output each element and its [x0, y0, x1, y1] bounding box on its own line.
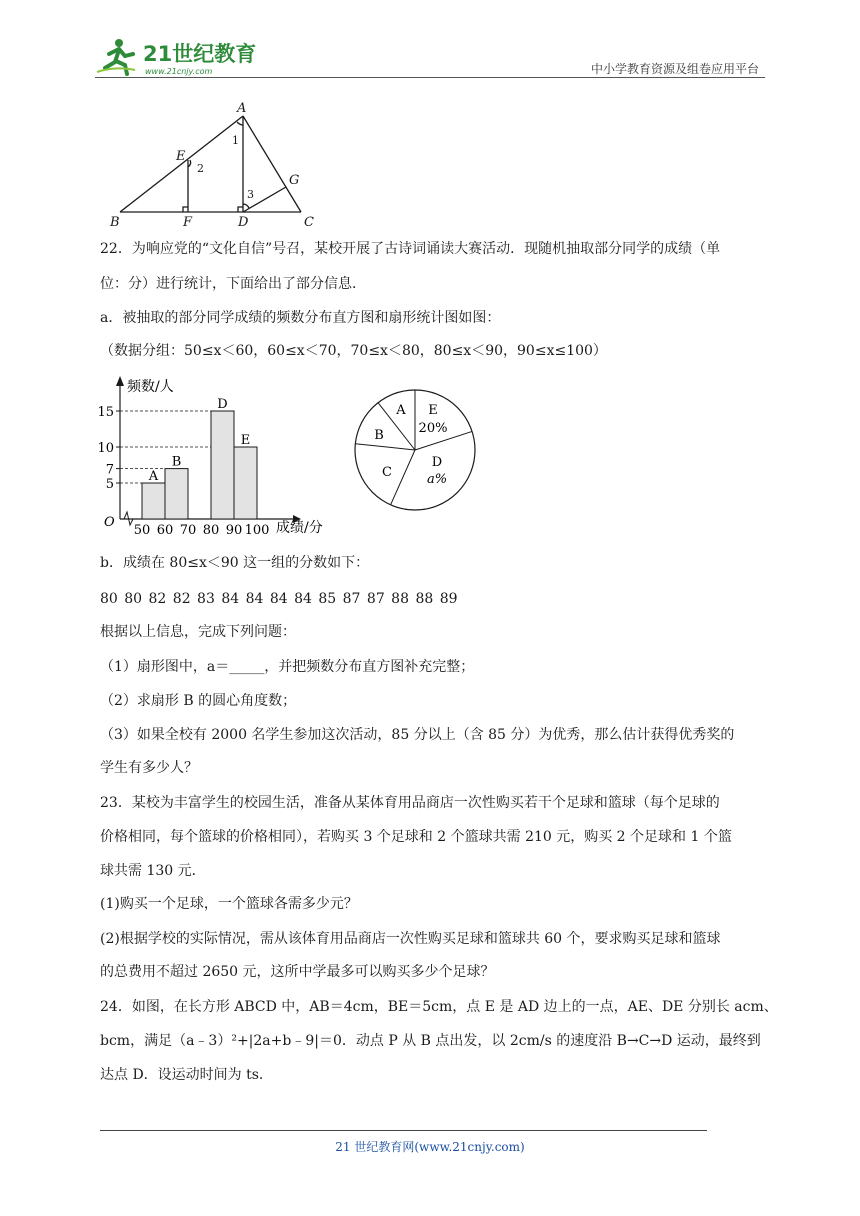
bar-b [165, 469, 188, 519]
bar-a [142, 483, 165, 519]
slice-label-b: B [374, 428, 384, 443]
q22-sub3-line2: 学生有多少人？ [100, 760, 198, 776]
q22-sub3-line1: （3）如果全校有 2000 名学生参加这次活动，85 分以上（含 85 分）为优秀，那么估计获得优秀奖的 [100, 727, 735, 743]
label-c: C [304, 215, 314, 230]
y-tick-label: 7 [105, 462, 114, 478]
logo-text: 21世纪教育 [143, 42, 257, 66]
footer-divider [100, 1130, 707, 1131]
q23-sub1: (1)购买一个足球，一个篮球各需多少元？ [100, 896, 358, 912]
x-tick-label: 70 [179, 523, 197, 537]
q24-line3: 达点 D．设运动时间为 ts． [100, 1067, 273, 1083]
origin-label: O [104, 515, 115, 530]
y-tick-label: 15 [97, 405, 114, 420]
triangle-figure [100, 98, 330, 230]
bar-d [211, 411, 234, 519]
q22-groups: （数据分组：50≤x＜60，60≤x＜70，70≤x＜80，80≤x＜90，90≤x≤100） [100, 343, 607, 359]
x-axis-label: 成绩/分 [276, 520, 323, 536]
y-axis-label: 频数/人 [127, 379, 174, 395]
angle-1-arc [237, 122, 243, 125]
label-e: E [176, 149, 186, 164]
logo [95, 34, 265, 78]
y-axis-arrow [116, 376, 124, 386]
x-tick-label: 80 [202, 523, 220, 537]
q22-line-a: a．被抽取的部分同学成绩的频数分布直方图和扇形统计图如图： [100, 310, 501, 326]
footer-text: 21 世纪教育网(www.21cnjy.com) [335, 1140, 525, 1154]
label-b: B [110, 215, 120, 230]
x-tick-label: 90 [225, 523, 243, 537]
label-angle-3: 3 [247, 188, 254, 201]
x-tick-label: 50 [133, 523, 151, 537]
runner-icon [97, 39, 135, 74]
q22-line1: 22．为响应党的“文化自信”号召，某校开展了古诗词诵读大赛活动．现随机抽取部分同学的成绩（单 [100, 241, 721, 257]
q22-sub1: （1）扇形图中，a＝_____，并把频数分布直方图补充完整； [100, 659, 475, 675]
q24-line1: 24．如图，在长方形 ABCD 中，AB＝4cm，BE＝5cm，点 E 是 AD 边上的一点，AE、DE 分别长 acm、 [100, 999, 778, 1015]
label-d: D [238, 215, 249, 230]
slice-label-e: E [428, 403, 438, 418]
q23-sub2-line1: (2)根据学校的实际情况，需从该体育用品商店一次性购买足球和篮球共 60 个，要求购买足球和篮球 [100, 931, 721, 947]
logo-url: www.21cnjy.com [145, 67, 213, 76]
slice-value-d: a% [426, 472, 448, 487]
right-angle-f [183, 207, 188, 212]
bar-label-b: B [171, 454, 182, 470]
label-f: F [183, 215, 193, 230]
header-divider [95, 77, 765, 78]
label-a: A [237, 101, 247, 116]
slice-label-a: A [396, 403, 406, 418]
pie-chart [345, 380, 485, 520]
frequency-histogram [95, 372, 345, 537]
y-tick-label: 10 [97, 441, 114, 456]
page-header [95, 30, 765, 80]
angle-3-arc [243, 204, 249, 208]
right-angle-d [238, 207, 243, 212]
q23-line3: 球共需 130 元． [100, 863, 206, 879]
q23-line1: 23．某校为丰富学生的校园生活，准备从某体育用品商店一次性购买若干个足球和篮球（每个足球的 [100, 795, 720, 811]
bar-label-e: E [240, 433, 251, 448]
x-tick-label: 60 [156, 523, 174, 537]
label-angle-2: 2 [197, 162, 204, 175]
bar-label-d: D [217, 397, 228, 412]
platform-name: 中小学教育资源及组卷应用平台 [590, 62, 759, 76]
bar-label-a: A [148, 469, 159, 484]
q22-line-b: b．成绩在 80≤x＜90 这一组的分数如下： [100, 555, 370, 571]
label-angle-1: 1 [232, 134, 239, 147]
slice-label-d: D [431, 455, 443, 470]
q22-line2: 位：分）进行统计，下面给出了部分信息． [100, 276, 366, 292]
slice-value-e: 20% [418, 421, 448, 436]
label-g: G [289, 173, 300, 188]
q23-line2: 价格相同，每个篮球的价格相同），若购买 3 个足球和 2 个篮球共需 210 元，购买 2 个足球和 1 个篮 [100, 829, 732, 845]
q24-line2: bcm，满足（a﹣3）²+|2a+b﹣9|＝0．动点 P 从 B 点出发，以 2cm/s 的速度沿 B→C→D 运动，最终到 [100, 1033, 761, 1049]
bar-e [234, 447, 257, 519]
x-tick-label: 100 [244, 523, 270, 537]
y-tick-label: 5 [105, 477, 114, 492]
q22-sub2: （2）求扇形 B 的圆心角度数； [100, 693, 297, 709]
slice-label-c: C [382, 465, 392, 480]
q23-sub2-line2: 的总费用不超过 2650 元，这所中学最多可以购买多少个足球？ [100, 964, 495, 980]
q22-intro: 根据以上信息，完成下列问题： [100, 624, 296, 640]
q22-scores: 80 80 82 82 83 84 84 84 84 85 87 87 88 88 89 [100, 591, 458, 607]
line-ba [120, 116, 243, 212]
